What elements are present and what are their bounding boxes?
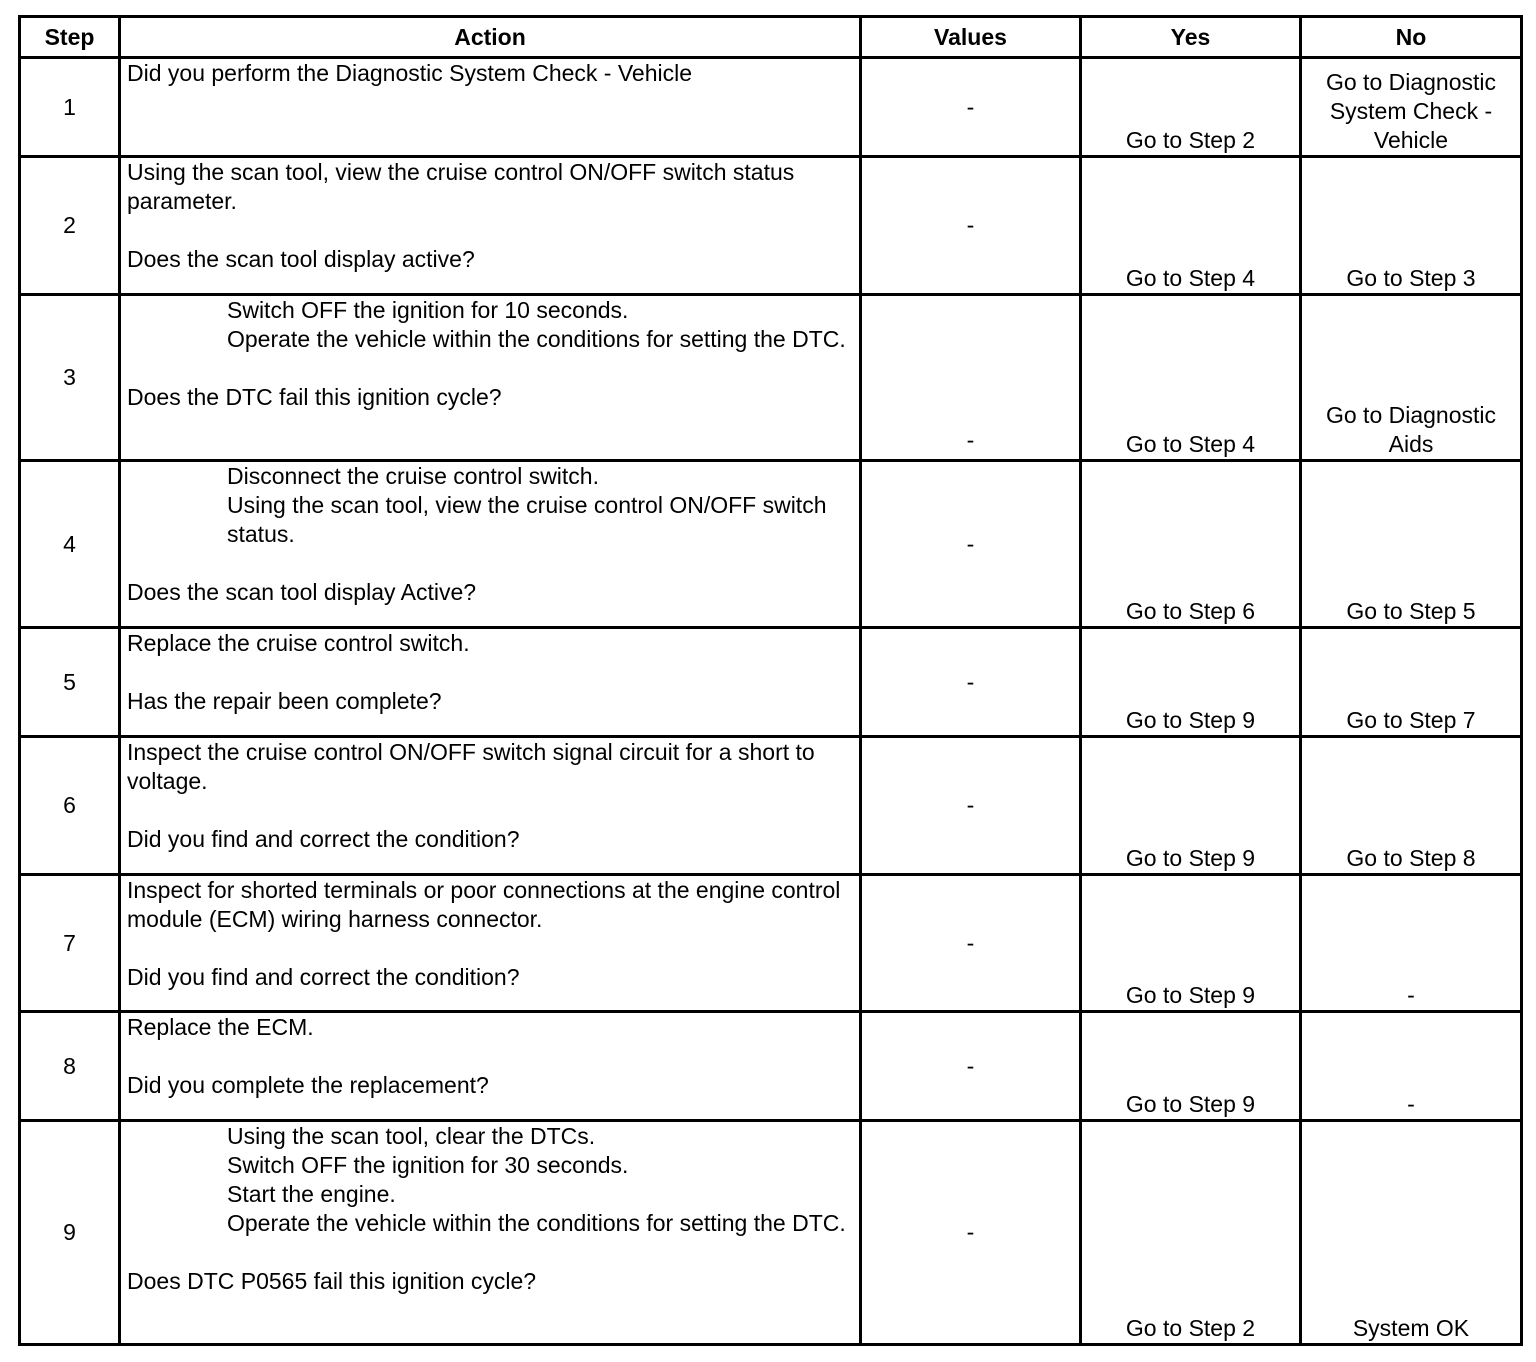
step-number: 3 [20, 295, 120, 461]
action-subline: Switch OFF the ignition for 10 seconds. [227, 297, 629, 323]
no-cell: Go to Diagnostic Aids [1301, 295, 1522, 461]
table-row [20, 628, 1522, 737]
action-subline: Start the engine. [227, 1181, 396, 1207]
values-cell: - [861, 157, 1081, 295]
no-cell: Go to Step 3 [1301, 157, 1522, 295]
table-row [20, 58, 1522, 157]
step-number: 5 [20, 628, 120, 737]
action-subline: Using the scan tool, view the cruise control ON/OFF switch status. [227, 492, 827, 547]
values-cell: - [861, 1012, 1081, 1121]
no-cell: Go to Step 5 [1301, 461, 1522, 628]
action-subline: Disconnect the cruise control switch. [227, 463, 599, 489]
header-row [20, 17, 1522, 58]
action-text: Inspect for shorted terminals or poor connections at the engine control module (ECM) wiring harness connector. [127, 877, 841, 932]
action-question: Did you complete the replacement? [127, 1072, 489, 1098]
action-cell [120, 875, 861, 1012]
header-values: Values [861, 17, 1081, 58]
action-cell [120, 737, 861, 875]
values-cell: - [861, 461, 1081, 628]
table-row [20, 875, 1522, 1012]
values-cell: - [861, 295, 1081, 461]
yes-cell: Go to Step 9 [1081, 737, 1301, 875]
action-cell [120, 295, 861, 461]
table-row [20, 737, 1522, 875]
action-cell [120, 1121, 861, 1345]
action-text: Replace the cruise control switch. [127, 630, 470, 656]
step-number: 1 [20, 58, 120, 157]
yes-cell: Go to Step 9 [1081, 875, 1301, 1012]
no-cell: System OK [1301, 1121, 1522, 1345]
table-row [20, 295, 1522, 461]
action-subline: Using the scan tool, clear the DTCs. [227, 1123, 596, 1149]
header-step: Step [20, 17, 120, 58]
action-text: Did you perform the Diagnostic System Check - Vehicle [127, 60, 693, 86]
step-number: 4 [20, 461, 120, 628]
table-row [20, 1012, 1522, 1121]
action-cell [120, 58, 861, 157]
no-cell: - [1301, 875, 1522, 1012]
action-cell [120, 461, 861, 628]
yes-cell: Go to Step 6 [1081, 461, 1301, 628]
yes-cell: Go to Step 2 [1081, 58, 1301, 157]
action-text: Using the scan tool, view the cruise control ON/OFF switch status parameter. [127, 159, 795, 214]
action-question: Does the scan tool display Active? [127, 579, 477, 605]
yes-cell: Go to Step 2 [1081, 1121, 1301, 1345]
no-cell: Go to Diagnostic System Check - Vehicle [1301, 58, 1522, 157]
action-cell [120, 628, 861, 737]
action-text: Replace the ECM. [127, 1014, 314, 1040]
header-yes: Yes [1081, 17, 1301, 58]
action-subline: Operate the vehicle within the conditions for setting the DTC. [227, 326, 846, 352]
diagnostic-table [18, 15, 1523, 1346]
no-cell: - [1301, 1012, 1522, 1121]
action-cell [120, 1012, 861, 1121]
no-cell: Go to Step 7 [1301, 628, 1522, 737]
step-number: 8 [20, 1012, 120, 1121]
action-subline: Switch OFF the ignition for 30 seconds. [227, 1152, 629, 1178]
action-text: Inspect the cruise control ON/OFF switch signal circuit for a short to voltage. [127, 739, 815, 794]
step-number: 9 [20, 1121, 120, 1345]
no-cell: Go to Step 8 [1301, 737, 1522, 875]
yes-cell: Go to Step 9 [1081, 1012, 1301, 1121]
action-question: Did you find and correct the condition? [127, 826, 520, 852]
action-question: Does the scan tool display active? [127, 246, 475, 272]
header-action: Action [120, 17, 861, 58]
yes-cell: Go to Step 9 [1081, 628, 1301, 737]
action-subline: Operate the vehicle within the conditions for setting the DTC. [227, 1210, 846, 1236]
values-cell: - [861, 737, 1081, 875]
table-row [20, 461, 1522, 628]
values-cell: - [861, 58, 1081, 157]
action-question: Does DTC P0565 fail this ignition cycle? [127, 1268, 537, 1294]
yes-cell: Go to Step 4 [1081, 295, 1301, 461]
action-question: Does the DTC fail this ignition cycle? [127, 384, 502, 410]
values-cell: - [861, 875, 1081, 1012]
yes-cell: Go to Step 4 [1081, 157, 1301, 295]
values-cell: - [861, 1121, 1081, 1345]
action-question: Has the repair been complete? [127, 688, 442, 714]
values-cell: - [861, 628, 1081, 737]
action-cell [120, 157, 861, 295]
step-number: 7 [20, 875, 120, 1012]
table-row [20, 157, 1522, 295]
step-number: 6 [20, 737, 120, 875]
table-row [20, 1121, 1522, 1345]
header-no: No [1301, 17, 1522, 58]
step-number: 2 [20, 157, 120, 295]
action-question: Did you find and correct the condition? [127, 964, 520, 990]
